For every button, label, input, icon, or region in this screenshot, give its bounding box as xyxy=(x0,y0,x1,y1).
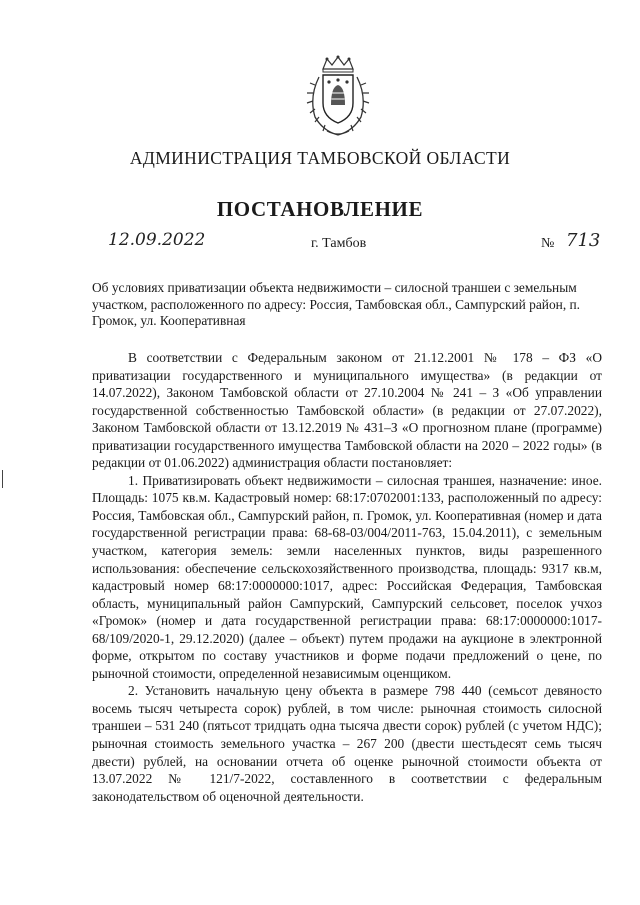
document-number: 713 xyxy=(566,230,601,251)
document-body xyxy=(92,349,602,805)
tambov-coat-of-arms-icon xyxy=(303,55,373,139)
organization-name: АДМИНИСТРАЦИЯ ТАМБОВСКОЙ ОБЛАСТИ xyxy=(129,148,511,168)
number-label: № xyxy=(541,236,555,251)
document-type-title: ПОСТАНОВЛЕНИЕ xyxy=(216,197,424,221)
document-city: г. Тамбов xyxy=(311,236,367,251)
document-subject: Об условиях приватизации объекта недвижимости – силосной траншеи с земельным участком, расположенного по адресу: Россия, Тамбовская обл., Сампурский район, п. Громок, ул. Кооперативная xyxy=(92,280,581,328)
margin-mark xyxy=(2,470,3,488)
body-paragraph-1: 1. Приватизировать объект недвижимости – силосная траншея, назначение: иное. Площадь: 1075 кв.м. Кадастровый номер: 68:17:0702001:133, расположенный по адресу: Россия, Тамбовская обл., Сампурский район, п. Громок, ул. Кооперативная (номер и дата государственной регистрации права: 68-68-03/004/2011-763, 15.04.2011), с земельным участком, категория земель: земли населенных пунктов, виды разрешенного использования: обеспечение сельскохозяйственного производства, площадь: 9317 кв.м, кадастровый номер 68:17:0000000:1017, адрес: Российская Федерация, Тамбовская область, муниципальный район Сампурский, Сампурский сельсовет, поселок учхоз «Громок» (номер и дата государственной регистрации права: 68:17:0000000:1017-68/109/2020-1, 29.12.2020) (далее – объект) путем продажи на аукционе в электронной форме, открытом по составу участников и форме подачи предложений о цене, по рыночной стоимости, определенной независимым оценщиком. xyxy=(92,472,602,681)
body-paragraph-preamble: В соответствии с Федеральным законом от 21.12.2001 № 178 – ФЗ «О приватизации государственного и муниципального имущества» (в редакции от 14.07.2022), Законом Тамбовской области от 27.10.2004 № 241 – З «Об управлении государственной собственностью Тамбовской области» (в редакции от 27.07.2022), Законом Тамбовской области от 13.12.2019 № 431–З «О прогнозном плане (программе) приватизации государственного имущества Тамбовской области на 2020 – 2022 годы» (в редакции от 01.06.2022) администрация области постановляет: xyxy=(92,350,602,471)
body-paragraph-2: 2. Установить начальную цену объекта в размере 798 440 (семьсот девяносто восемь тысяч четыреста сорок) рублей, в том числе: рыночная стоимость силосной траншеи – 531 240 (пятьсот тридцать одна тысяча двести сорок) рублей (с учетом НДС); рыночная стоимость земельного участка – 267 200 (двести шестьдесят семь тысяч двести) рублей, на основании отчета об оценке рыночной стоимости объекта от 13.07.2022 № 121/7-2022, составленного в соответствии с федеральным законодательством об оценочной деятельности. xyxy=(92,683,602,804)
document-date: 12.09.2022 xyxy=(108,230,206,250)
